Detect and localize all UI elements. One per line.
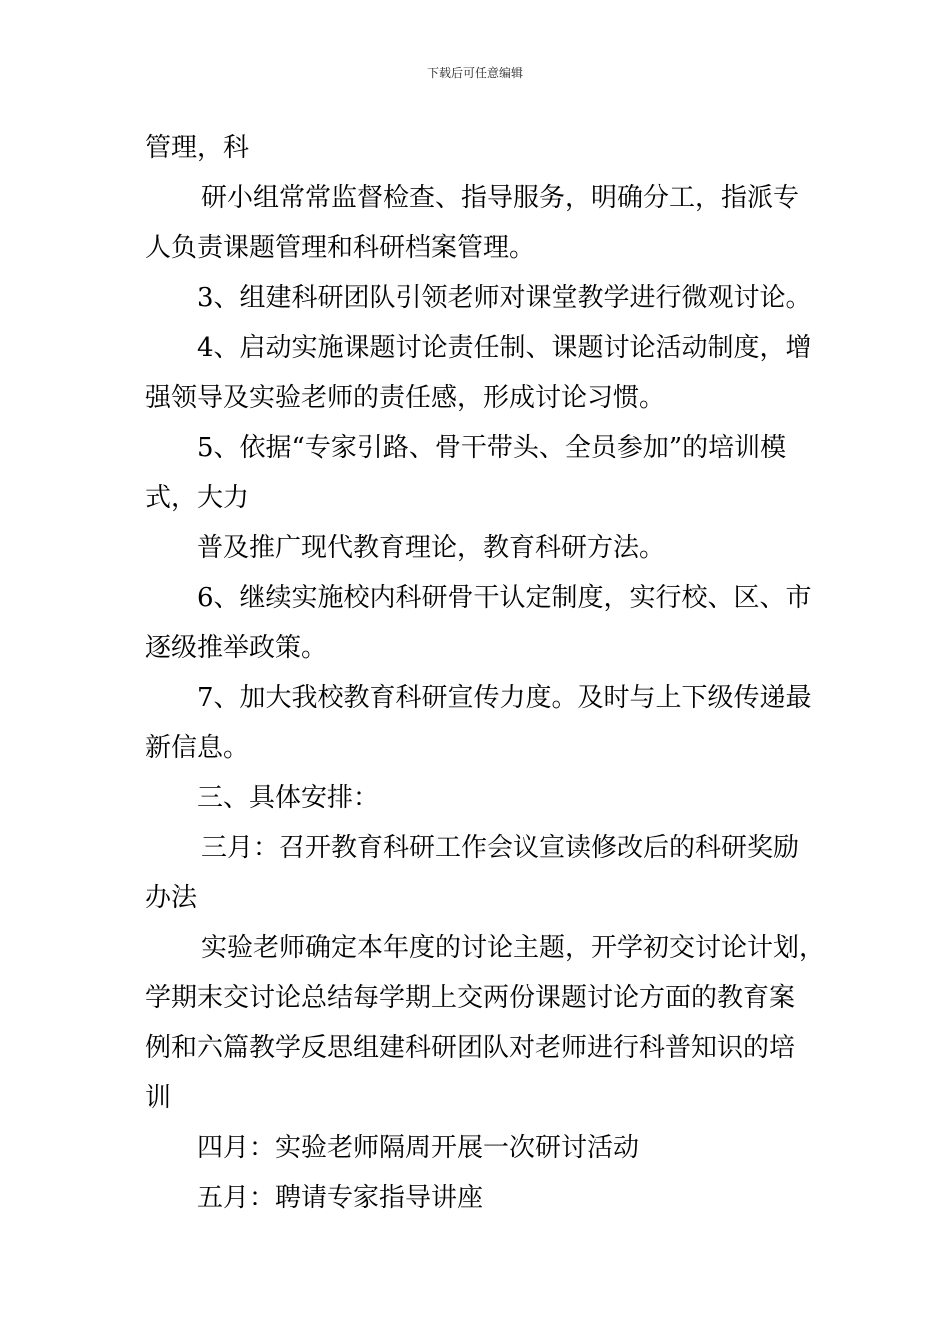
text-line: 强领导及实验老师的责任感，形成讨论习惯。 [145,383,666,413]
text-line: 研小组常常监督检查、指导服务，明确分工，指派专 [201,183,800,213]
text-line: 管理，科 [145,133,250,163]
text-line: 三、具体安排： [197,783,380,813]
text-line: 实验老师确定本年度的讨论主题，开学初交讨论计划， [201,933,826,963]
text-line: 例和六篇教学反思组建科研团队对老师进行科普知识的培 [145,1033,796,1063]
document-body [145,128,825,1228]
text-line: 新信息。 [145,733,250,763]
text-line: 逐级推举政策。 [145,633,328,663]
text-line: 5、依据“专家引路、骨干带头、全员参加”的培训模 [197,433,787,463]
text-line: 训 [145,1083,172,1113]
text-line: 人负责课题管理和科研档案管理。 [145,233,536,263]
text-line: 7、加大我校教育科研宣传力度。及时与上下级传递最 [197,683,812,713]
text-line: 6、继续实施校内科研骨干认定制度，实行校、区、市 [197,583,812,613]
text-line: 4、启动实施课题讨论责任制、课题讨论活动制度，增 [197,333,812,363]
text-line: 普及推广现代教育理论，教育科研方法。 [197,533,666,563]
text-line: 式，大力 [145,483,250,513]
page-header: 下载后可任意编辑 [426,66,523,80]
text-line: 四月：实验老师隔周开展一次研讨活动 [197,1133,640,1163]
text-line: 五月：聘请专家指导讲座 [197,1183,484,1213]
text-line: 办法 [145,883,198,913]
text-line: 学期末交讨论总结每学期上交两份课题讨论方面的教育案 [145,983,796,1013]
text-line: 三月：召开教育科研工作会议宣读修改后的科研奖励 [201,833,800,863]
text-line: 3、组建科研团队引领老师对课堂教学进行微观讨论。 [197,283,812,313]
